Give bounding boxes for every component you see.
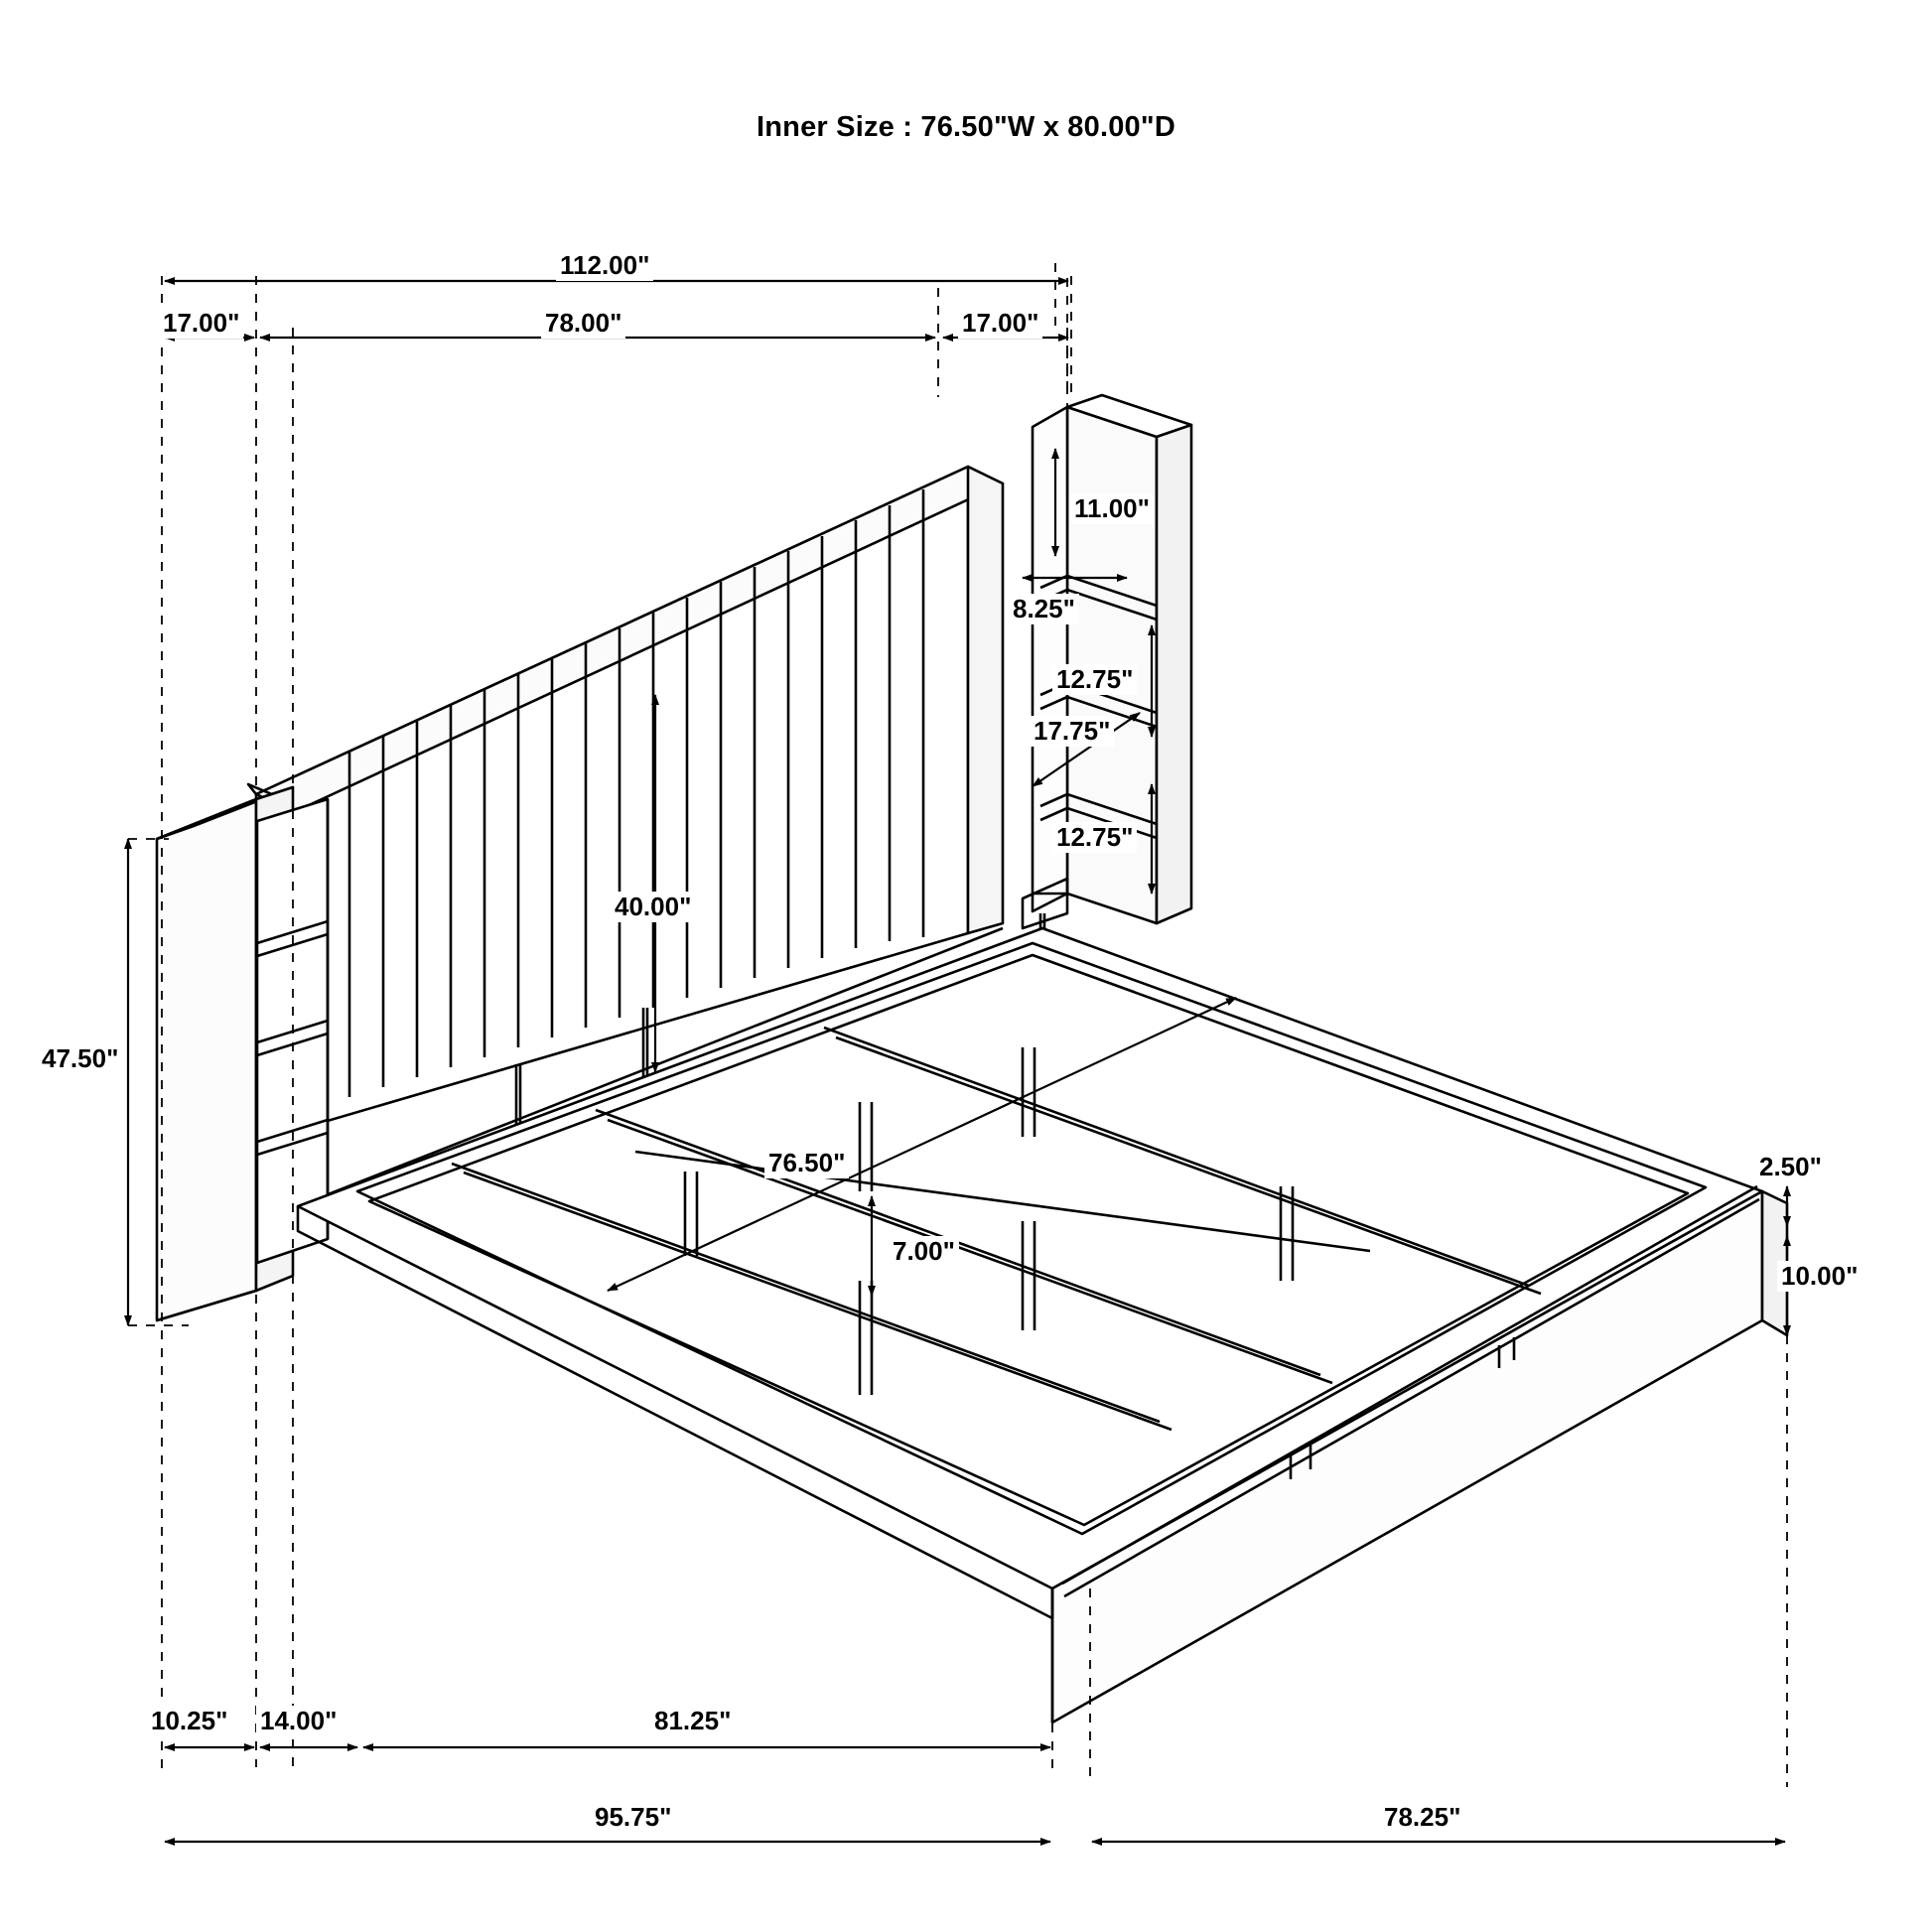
dim-label-top-shelf-opening: 11.00" <box>1070 493 1154 524</box>
dim-label-bed-length-inner: 81.25" <box>650 1706 735 1736</box>
dim-label-deck-height: 10.00" <box>1777 1261 1862 1292</box>
dim-label-shelf-depth: 8.25" <box>1009 594 1079 624</box>
dim-label-panel-thickness-run: 14.00" <box>256 1706 341 1736</box>
dim-label-mattress-width: 76.50" <box>764 1148 849 1178</box>
dim-label-rail-thickness: 2.50" <box>1755 1152 1826 1182</box>
dim-label-headboard-width: 78.00" <box>541 308 625 339</box>
dim-label-left-panel-width: 17.00" <box>159 308 243 339</box>
dim-label-right-panel-width: 17.00" <box>958 308 1042 339</box>
dim-label-shelf-span: 17.75" <box>1030 716 1114 747</box>
dim-label-overall-depth-right: 78.25" <box>1380 1802 1464 1833</box>
page-title: Inner Size : 76.50"W x 80.00"D <box>757 111 1175 143</box>
dim-label-headboard-height: 40.00" <box>611 892 695 922</box>
dim-label-side-panel-height: 47.50" <box>38 1043 122 1074</box>
dim-label-overall-width: 112.00" <box>556 250 653 281</box>
bed-geometry <box>128 263 1787 1842</box>
dim-label-shelf-opening-lower: 12.75" <box>1052 822 1137 853</box>
dim-label-slat-clearance: 7.00" <box>889 1236 959 1267</box>
dim-label-foot-left-offset: 10.25" <box>147 1706 231 1736</box>
dim-label-shelf-opening-upper: 12.75" <box>1052 664 1137 695</box>
dim-label-overall-depth-left: 95.75" <box>591 1802 675 1833</box>
